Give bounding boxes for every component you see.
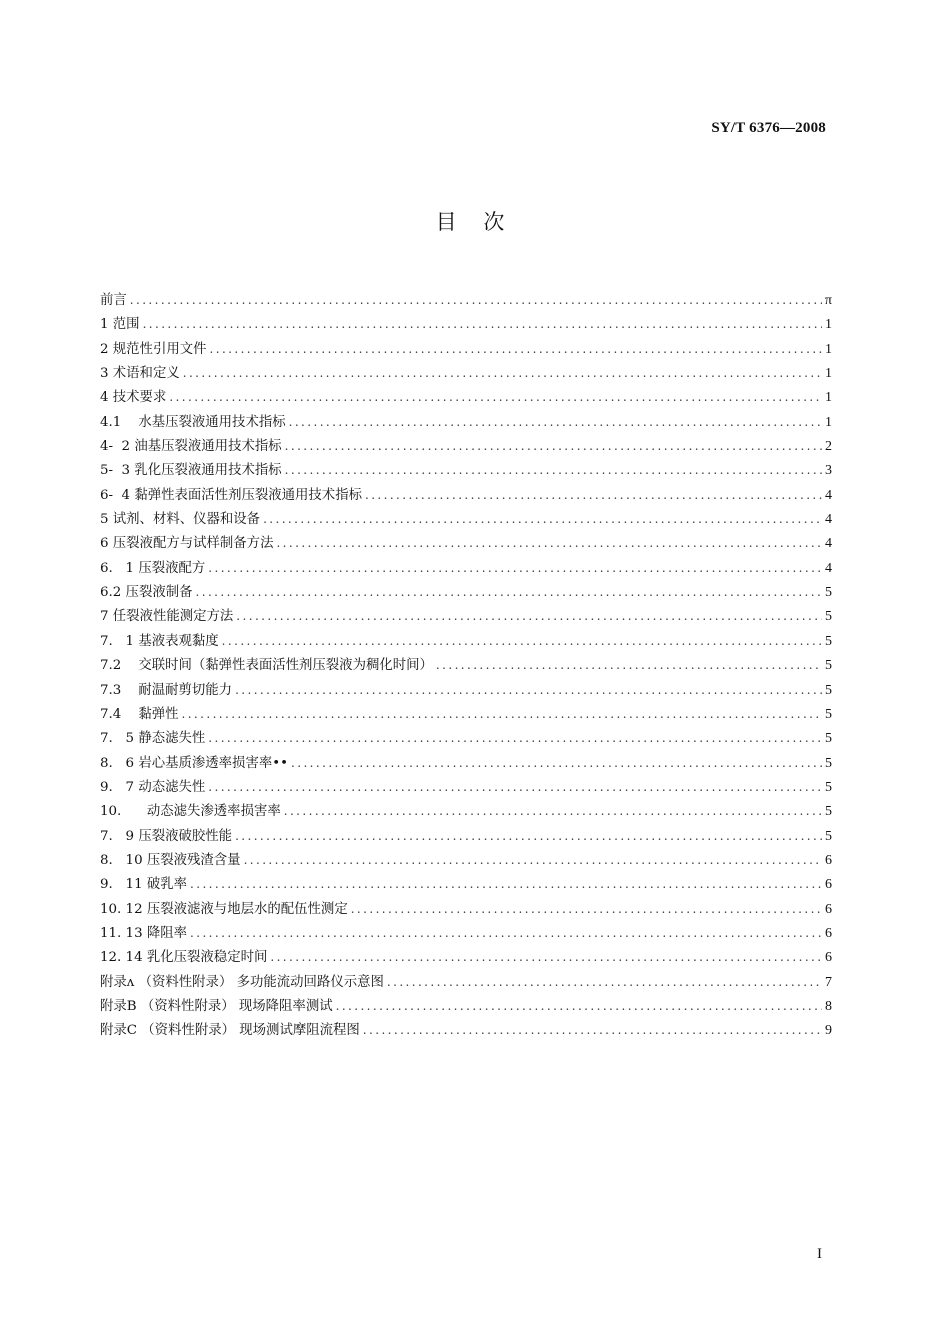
toc-entry[interactable] [100,678,832,702]
dot-leader [289,410,822,434]
dot-leader [363,1018,822,1042]
toc-entry-label: 4.1 水基压裂液通用技术指标 [100,414,286,430]
toc-entry[interactable] [100,921,832,945]
dot-leader [208,726,822,750]
toc-entry-label: 7. 5 静态滤失性 [100,731,206,747]
table-of-contents [100,288,832,1043]
dot-leader [208,556,822,580]
toc-entry[interactable] [100,556,832,580]
toc-entry-label: 7. 9 压裂液破胶性能 [100,828,233,844]
toc-entry[interactable] [100,361,832,385]
dot-leader [284,799,822,823]
toc-entry-label: 6.2 压裂液制备 [100,585,193,601]
toc-entry-label: 4- 2 油基压裂液通用技术指标 [100,439,282,455]
toc-entry-page: 8 [825,998,832,1014]
toc-entry[interactable] [100,385,832,409]
toc-entry[interactable] [100,531,832,555]
toc-entry-page: 4 [825,512,832,528]
toc-entry-label: 11. 13 降阻率 [100,925,188,941]
toc-entry-page: 4 [825,560,832,576]
toc-entry[interactable] [100,483,832,507]
toc-entry[interactable] [100,970,832,994]
dot-leader [208,775,822,799]
toc-entry-page: 5 [825,633,832,649]
toc-entry-label: 附录C （资料性附录） 现场测试摩阻流程图 [100,1023,360,1039]
toc-entry-label: 7 任裂液性能测定方法 [100,609,234,625]
toc-entry[interactable] [100,653,832,677]
dot-leader [190,921,822,945]
toc-entry-page: 6 [825,925,832,941]
toc-entry-label: 5- 3 乳化压裂液通用技术指标 [100,463,282,479]
toc-entry-page: 6 [825,901,832,917]
dot-leader [285,458,822,482]
toc-entry-page: 5 [825,755,832,771]
toc-entry[interactable] [100,994,832,1018]
toc-entry-page: 9 [825,1023,832,1039]
dot-leader [351,897,822,921]
toc-entry-page: π [824,293,832,308]
toc-entry-page: 5 [825,682,832,698]
dot-leader [196,580,822,604]
toc-entry-label: 10. 12 压裂液滤液与地层水的配伍性测定 [100,901,348,917]
toc-entry-page: 4 [825,536,832,552]
toc-entry-label: 1 范围 [100,317,140,333]
toc-entry-page: 5 [825,828,832,844]
toc-entry[interactable] [100,897,832,921]
toc-entry[interactable] [100,312,832,336]
toc-entry[interactable] [100,848,832,872]
dot-leader [235,824,822,848]
dot-leader [270,945,822,969]
toc-entry-label: 6. 1 压裂液配方 [100,560,206,576]
toc-entry-label: 3 术语和定义 [100,366,180,382]
toc-entry[interactable] [100,775,832,799]
dot-leader [263,507,822,531]
dot-leader [336,994,822,1018]
toc-entry[interactable] [100,434,832,458]
dot-leader [222,629,822,653]
dot-leader [190,872,822,896]
dot-leader [210,337,822,361]
page-title: 目 次 [435,210,515,234]
standard-code: SY/T 6376—2008 [711,120,826,136]
toc-entry[interactable] [100,337,832,361]
toc-entry-page: 7 [825,974,832,990]
toc-entry[interactable] [100,604,832,628]
dot-leader [183,361,822,385]
toc-entry[interactable] [100,458,832,482]
toc-entry-label: 2 规范性引用文件 [100,341,207,357]
toc-entry-page: 5 [825,609,832,625]
toc-entry-label: 6- 4 黏弹性表面活性剂压裂液通用技术指标 [100,487,362,503]
toc-entry[interactable] [100,751,832,775]
dot-leader [387,970,822,994]
toc-entry[interactable] [100,629,832,653]
toc-entry-page: 1 [825,341,832,357]
toc-entry-page: 1 [825,414,832,430]
toc-entry[interactable] [100,288,832,312]
dot-leader [276,531,822,555]
toc-entry-page: 5 [825,731,832,747]
toc-entry-page: 6 [825,852,832,868]
dot-leader [244,848,822,872]
toc-entry-page: 1 [825,317,832,333]
toc-entry-page: 4 [825,487,832,503]
toc-entry-label: 9. 7 动态滤失性 [100,779,206,795]
dot-leader [130,288,822,312]
toc-entry[interactable] [100,945,832,969]
toc-entry-page: 1 [825,366,832,382]
toc-entry-page: 5 [825,706,832,722]
toc-entry-page: 5 [825,585,832,601]
toc-entry[interactable] [100,726,832,750]
toc-entry-page: 6 [825,950,832,966]
toc-entry[interactable] [100,872,832,896]
toc-entry-label: 12. 14 乳化压裂液稳定时间 [100,950,268,966]
toc-entry-page: 3 [825,463,832,479]
toc-entry[interactable] [100,580,832,604]
toc-entry-label: 7.4 黏弹性 [100,706,179,722]
toc-entry-label: 4 技术要求 [100,390,167,406]
toc-entry[interactable] [100,410,832,434]
dot-leader [365,483,822,507]
toc-entry-page: 5 [825,658,832,674]
dot-leader [235,678,822,702]
dot-leader [182,702,823,726]
toc-entry-label: 附录ʌ （资料性附录） 多功能流动回路仪示意图 [100,974,384,990]
dot-leader [236,604,822,628]
toc-entry[interactable] [100,824,832,848]
dot-leader [436,653,822,677]
toc-entry-page: 5 [825,804,832,820]
page-number: I [817,1246,822,1262]
toc-entry[interactable] [100,1018,832,1042]
toc-entry-page: 1 [825,390,832,406]
toc-entry-label: 7.3 耐温耐剪切能力 [100,682,233,698]
toc-entry[interactable] [100,799,832,823]
toc-entry-label: 7. 1 基液表观黏度 [100,633,219,649]
toc-entry-page: 5 [825,779,832,795]
dot-leader [291,751,822,775]
toc-entry-label: 前言 [100,293,127,308]
toc-entry-label: 8. 10 压裂液残渣含量 [100,852,241,868]
toc-entry[interactable] [100,507,832,531]
toc-entry-label: 8. 6 岩心基质渗透率损害率•• [100,755,289,771]
dot-leader [143,312,822,336]
dot-leader [169,385,822,409]
toc-entry[interactable] [100,702,832,726]
toc-entry-label: 7.2 交联时间（黏弹性表面活性剂压裂液为稠化时间） [100,658,433,674]
toc-entry-label: 6 压裂液配方与试样制备方法 [100,536,274,552]
toc-entry-page: 6 [825,877,832,893]
dot-leader [285,434,822,458]
toc-entry-label: 9. 11 破乳率 [100,877,188,893]
toc-entry-label: 10. 动态滤失渗透率损害率 [100,804,281,820]
toc-entry-label: 附录B （资料性附录） 现场降阻率测试 [100,998,333,1014]
toc-entry-page: 2 [825,439,832,455]
toc-entry-label: 5 试剂、材料、仪器和设备 [100,512,261,528]
